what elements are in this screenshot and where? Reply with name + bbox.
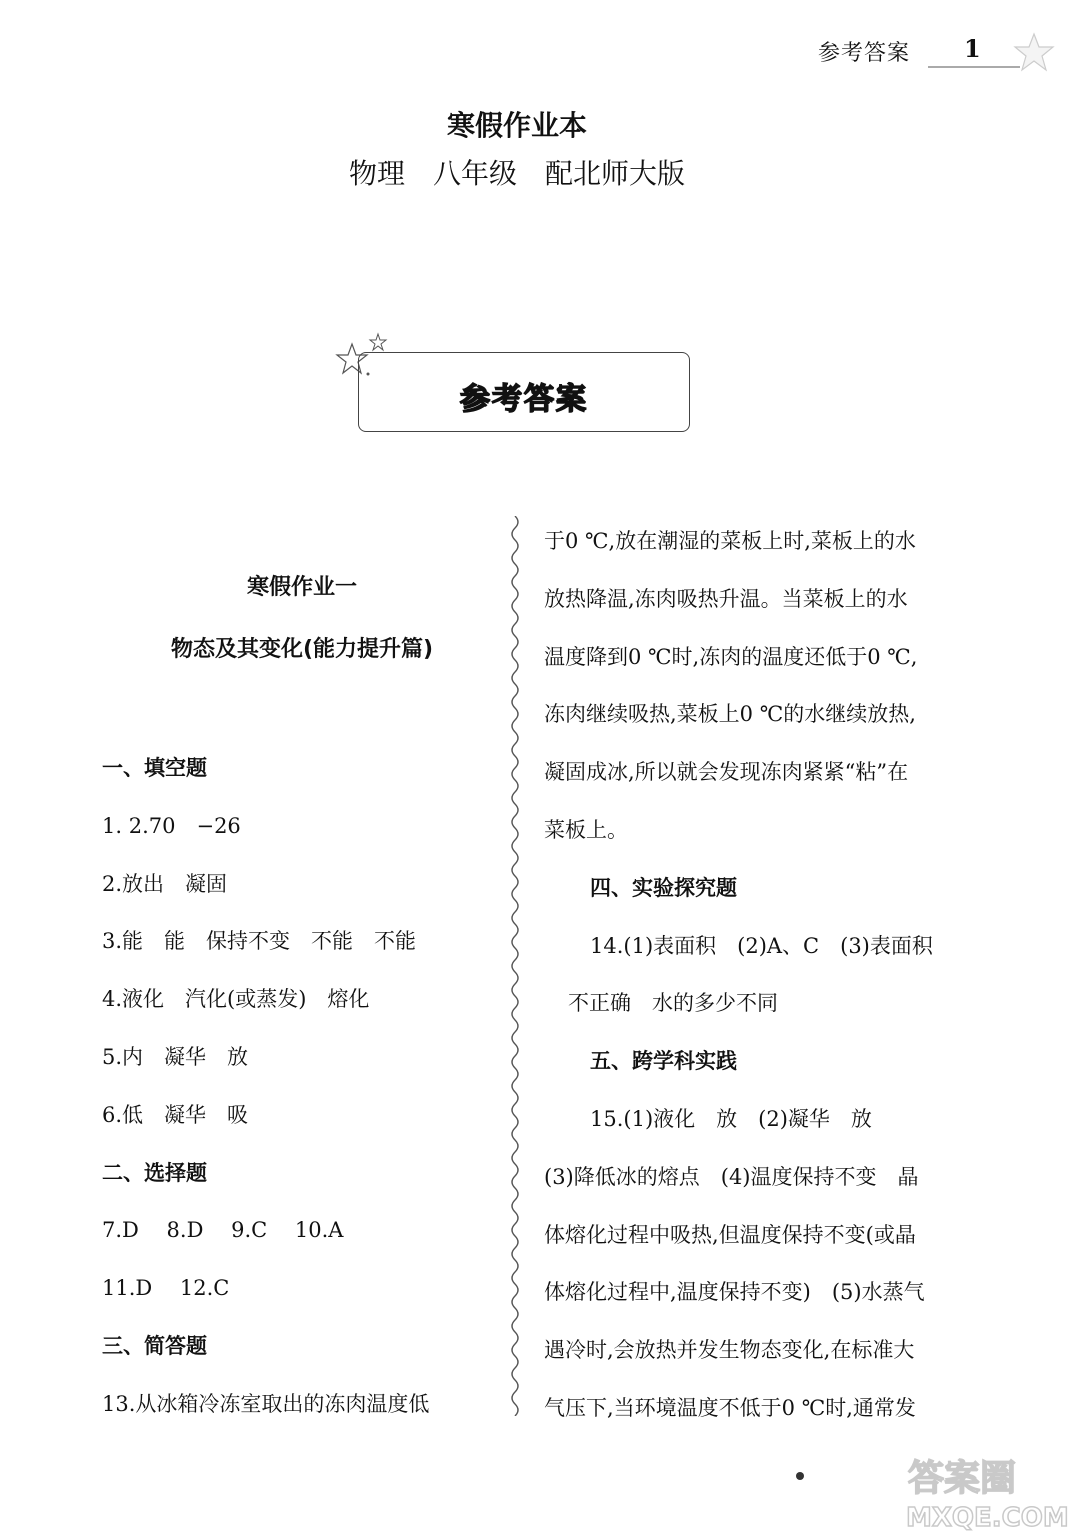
book-subtitle: 物理 八年级 配北师大版 (348, 157, 685, 190)
lesson-title: 寒假作业一 (246, 575, 357, 600)
left-column (102, 740, 502, 1434)
answer-line: 于0 ℃,放在潮湿的菜板上时,菜板上的水 (544, 529, 916, 553)
right-column (544, 513, 980, 1438)
answer-line: 7.D 8.D 9.C 10.A (102, 1218, 344, 1243)
answer-line: 体熔化过程中吸热,但温度保持不变(或晶 (544, 1222, 916, 1247)
page-number: 1 (964, 34, 981, 63)
bottom-dot (796, 1472, 804, 1480)
answer-line: 2.放出 凝固 (102, 871, 228, 896)
lesson-subtitle: 物态及其变化(能力提升篇) (170, 637, 434, 662)
answer-line: 14.(1)表面积 (2)A、C (3)表面积 (590, 933, 933, 958)
answer-line: 5.内 凝华 放 (102, 1044, 249, 1069)
watermark-line1: 答案圈 (908, 1458, 1017, 1499)
section-heading: 二、选择题 (102, 1160, 207, 1185)
answer-line: 6.低 凝华 吸 (102, 1102, 249, 1127)
answer-line: 凝固成冰,所以就会发现冻肉紧紧“粘”在 (544, 760, 909, 785)
star-icon (1012, 30, 1056, 74)
answer-line: 菜板上。 (544, 817, 628, 842)
watermark-line2: MXQE.COM (906, 1503, 1069, 1532)
answer-line: 4.液化 汽化(或蒸发) 熔化 (102, 987, 370, 1012)
watermark-logo (902, 1452, 1072, 1532)
answer-line: 13.从冰箱冷冻室取出的冻肉温度低 (102, 1391, 430, 1416)
answer-line: 放热降温,冻肉吸热升温。当菜板上的水 (544, 586, 908, 611)
running-header: 参考答案 (818, 41, 911, 66)
answer-line: 11.D 12.C (102, 1276, 230, 1301)
header-rule (928, 66, 1020, 68)
section-heading: 五、跨学科实践 (590, 1049, 737, 1074)
section-heading: 四、实验探究题 (590, 875, 737, 900)
answer-line: 遇冷时,会放热并发生物态变化,在标准大 (544, 1338, 915, 1363)
section-heading: 三、简答题 (102, 1333, 207, 1358)
column-divider (506, 516, 524, 1416)
answer-line: (3)降低冰的熔点 (4)温度保持不变 晶 (544, 1164, 919, 1189)
answer-line: 温度降到0 ℃时,冻肉的温度还低于0 ℃, (544, 644, 918, 669)
section-heading: 一、填空题 (102, 756, 207, 780)
answer-box-title: 参考答案 (460, 382, 588, 417)
answer-line: 气压下,当环境温度不低于0 ℃时,通常发 (544, 1395, 916, 1420)
answer-line: 体熔化过程中,温度保持不变) (5)水蒸气 (544, 1280, 925, 1305)
book-title: 寒假作业本 (446, 109, 587, 142)
answer-line: 冻肉继续吸热,菜板上0 ℃的水继续放热, (544, 702, 916, 727)
answer-line: 3.能 能 保持不变 不能 不能 (102, 929, 417, 954)
answer-line: 1. 2.70 −26 (102, 813, 241, 838)
answer-line: 不正确 水的多少不同 (568, 991, 778, 1016)
answer-line: 15.(1)液化 放 (2)凝华 放 (590, 1106, 872, 1131)
